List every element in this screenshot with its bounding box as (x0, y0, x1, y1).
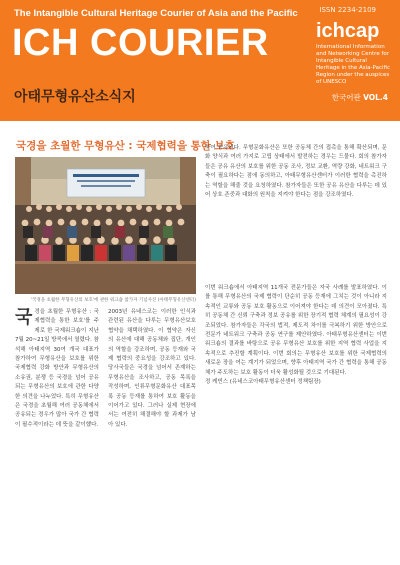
volume-label: VOL.4 (363, 93, 388, 102)
issn-label: ISSN 2234-2109 (319, 6, 376, 14)
column-1-text: 경을 초월한 무형유산 : 국제협력을 통한 보호'를 주제로 한 국제워크숍이 지난 7월 20~21일 방콕에서 열렸다. 참석해 아태지역 30여 개국 대표가 참가하여 무형유산을 보호를 위한 국제협력 강화 방안과 무형유산의 소유권, 분쟁 등 국경을 넘어 공유되는 무형유산의 보호에 관한 다양한 의견을 나누었다. 특히 무형유산은 국경을 초월해 여러 공동체에서 공유되는 경우가 많아 국가 간 협력이 필수적이라는 데 뜻을 같이했다. (15, 309, 99, 428)
ichcap-logo (316, 20, 392, 85)
article-column-1 (15, 308, 99, 560)
article-headline: 국경을 초월한 무형유산 : 국제협력을 통한 보호 (16, 140, 235, 152)
masthead-title: ICH COURIER (12, 22, 269, 64)
edition-label: 한국어판 (331, 93, 361, 102)
logo-subtitle: International Information and Networking Centre for Intangible Cultural Heritage in the Asia-Pacific Region under the auspices of UNESCO (316, 44, 390, 85)
group-photo (15, 157, 196, 294)
column-4-text: 이번 워크숍에서 아태지역 11개국 전문가들은 자국 사례를 발표하였다. 이를 통해 무형유산의 국제 협력이 단순히 공동 등재에 그치는 것이 아니라 지속적인 교류와 공동 보호 활동으로 이어져야 한다는 데 의견이 모아졌다. 특히 공동체 간 신뢰 구축과 정보 공유를 위한 장기적 협력 체계의 필요성이 강조되었다. 참가자들은 각국의 법적, 제도적 차이를 극복하기 위한 방안으로 전문가 네트워크 구축과 공동 연구를 제안하였다. 아태무형유산센터는 이번 워크숍의 결과를 바탕으로 공유 무형유산 보호를 위한 지역 협력 사업을 지속적으로 추진할 계획이다. 이번 회의는 무형유산 보호를 위한 국제협력의 새로운 장을 여는 계기가 되었으며, 향후 아태지역 국가 간 협력을 통해 공동체가 주도하는 보호 활동이 더욱 활성화될 것으로 기대된다. (205, 285, 387, 376)
dropcap-letter: 국 (15, 308, 33, 328)
logo-wordmark: ichcap (316, 20, 380, 42)
masthead-korean-title: 아태무형유산소식지 (14, 89, 136, 105)
masthead-tagline: The Intangible Cultural Heritage Courier of Asia and the Pacific (14, 8, 298, 19)
photo-caption: '국경을 초월한 무형유산의 보호'에 관한 워크숍 참가자 기념사진 (아태무형유산센터) (30, 298, 196, 303)
author-signature: 정 케빈스 (유네스코아태무형유산센터 정책팀장) (205, 379, 321, 386)
masthead (0, 0, 400, 121)
article-column-3: 하여 공유된다. 무형문화유산은 또한 공동체 간의 접촉을 통해 확산되며, 문화 양식과 여러 가지로 고립 상태에서 발전하는 경우는 드물다. 회의 참가자들은 공유 유산의 보호를 위한 공동 조사, 정보 교환, 역량 강화, 네트워크 구축이 필요하다는 점에 동의하고, 아태무형유산센터가 이러한 협력을 촉진하는 역할을 해줄 것을 요청하였다. 참가자들은 또한 공유 유산을 다루는 데 있어 상호 존중과 대화의 원칙을 지켜야 한다는 점을 강조하였다. (205, 145, 387, 199)
group-photo-image (15, 157, 196, 294)
issue-label (332, 92, 388, 103)
article-column-4 (205, 284, 387, 558)
article-column-2: 2003년 유네스코는 이러한 인식과 관련된 유산을 다루는 무형유산보호협약을 채택하였다. 이 협약은 자신의 유산에 대해 공동체와 집단, 개인의 역할을 강조하며, 공동 등재와 국제 협력의 중요성을 강조하고 있다. 당사국들은 국경을 넘어서 존재하는 무형유산을 조사하고, 공동 목록을 작성하며, 인류무형문화유산 대표목록 공동 등재를 통하여 보호 활동을 이어가고 있다. 그러나 실제 현장에서는 여전히 해결해야 할 과제가 남아 있다. (108, 309, 196, 428)
